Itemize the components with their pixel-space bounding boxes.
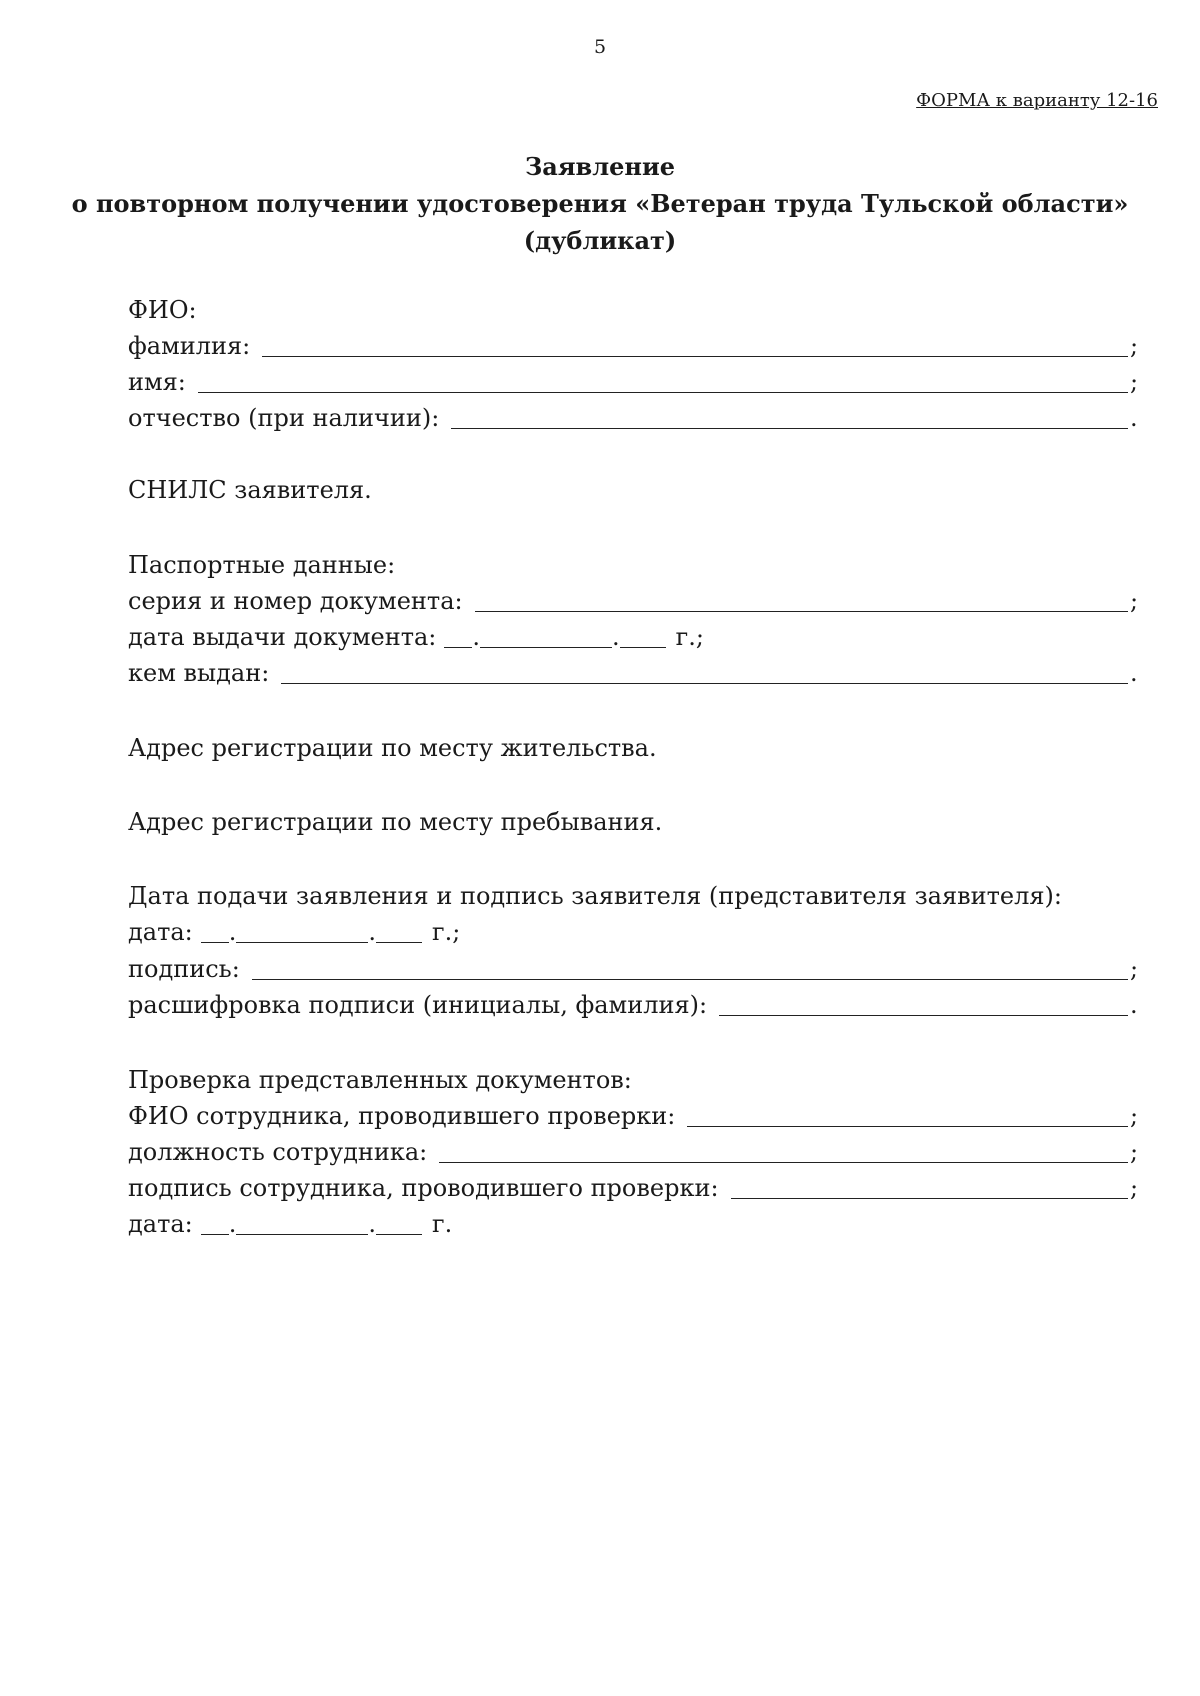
surname-field[interactable] [128, 332, 1144, 360]
document-title [0, 148, 1200, 259]
submission-date-dot-1: . [228, 918, 237, 946]
submission-date-dot-2: . [368, 918, 377, 946]
page-number: 5 [593, 36, 607, 58]
verification-date-dot-1: . [228, 1210, 237, 1238]
verification-heading: Проверка представленных документов: [128, 1066, 632, 1094]
signature-decoding-end: . [1130, 991, 1138, 1019]
passport-series-label: серия и номер документа: [128, 587, 463, 615]
signature-decoding-blank[interactable] [719, 994, 1128, 1016]
passport-month-blank[interactable] [480, 626, 612, 648]
verification-year-suffix: г. [432, 1210, 453, 1238]
passport-heading: Паспортные данные: [128, 551, 396, 579]
surname-end: ; [1130, 332, 1139, 360]
passport-date-dot-2: . [612, 623, 620, 651]
residence-address-label: Адрес регистрации по месту жительства. [128, 734, 657, 762]
employee-signature-blank[interactable] [731, 1177, 1128, 1199]
verification-date-dot-2: . [368, 1210, 377, 1238]
employee-position-label: должность сотрудника: [128, 1138, 428, 1166]
employee-name-label: ФИО сотрудника, проводившего проверки: [128, 1102, 676, 1130]
passport-day-blank[interactable] [444, 626, 472, 648]
passport-date-dot-1: . [472, 623, 481, 651]
surname-label: фамилия: [128, 332, 251, 360]
submission-year-blank[interactable] [376, 921, 422, 943]
submission-date-label: дата: [128, 918, 193, 946]
passport-series-blank[interactable] [475, 590, 1128, 612]
employee-signature-field[interactable] [128, 1174, 1144, 1202]
name-field[interactable] [128, 368, 1144, 396]
employee-signature-label: подпись сотрудника, проводившего проверки: [128, 1174, 719, 1202]
patronymic-field[interactable] [128, 404, 1144, 432]
passport-year-blank[interactable] [620, 626, 666, 648]
patronymic-label: отчество (при наличии): [128, 404, 440, 432]
form-reference: ФОРМА к варианту 12-16 [916, 90, 1158, 111]
submission-day-blank[interactable] [201, 921, 229, 943]
name-label: имя: [128, 368, 186, 396]
passport-issued-by-field[interactable] [128, 659, 1144, 687]
signature-blank[interactable] [252, 958, 1128, 980]
employee-signature-end: ; [1130, 1174, 1139, 1202]
passport-year-suffix: г.; [675, 623, 704, 651]
title-line-3: (дубликат) [523, 226, 677, 255]
employee-name-end: ; [1130, 1102, 1139, 1130]
submission-month-blank[interactable] [236, 921, 368, 943]
title-line-1: Заявление [524, 152, 676, 181]
submission-heading: Дата подачи заявления и подпись заявителя (представителя заявителя): [128, 882, 1062, 910]
submission-year-suffix: г.; [432, 918, 461, 946]
snils-label: СНИЛС заявителя. [128, 476, 372, 504]
verification-date-field[interactable] [128, 1210, 452, 1238]
passport-issue-date-field[interactable] [128, 623, 704, 651]
passport-issue-date-label: дата выдачи документа: [128, 623, 437, 651]
patronymic-end: . [1130, 404, 1138, 432]
signature-field[interactable] [128, 955, 1144, 983]
verification-day-blank[interactable] [201, 1213, 229, 1235]
passport-issued-by-blank[interactable] [281, 662, 1128, 684]
name-blank[interactable] [198, 371, 1128, 393]
verification-date-label: дата: [128, 1210, 193, 1238]
fio-heading: ФИО: [128, 296, 197, 324]
passport-series-field[interactable] [128, 587, 1144, 615]
employee-name-field[interactable] [128, 1102, 1144, 1130]
title-line-2: о повторном получении удостоверения «Ветеран труда Тульской области» [71, 189, 1129, 218]
verification-month-blank[interactable] [236, 1213, 368, 1235]
signature-end: ; [1130, 955, 1139, 983]
employee-position-blank[interactable] [439, 1141, 1128, 1163]
passport-issued-by-end: . [1130, 659, 1138, 687]
passport-issued-by-label: кем выдан: [128, 659, 270, 687]
signature-decoding-label: расшифровка подписи (инициалы, фамилия): [128, 991, 708, 1019]
employee-position-end: ; [1130, 1138, 1139, 1166]
stay-address-label: Адрес регистрации по месту пребывания. [128, 808, 663, 836]
employee-name-blank[interactable] [687, 1105, 1128, 1127]
patronymic-blank[interactable] [451, 407, 1128, 429]
verification-year-blank[interactable] [376, 1213, 422, 1235]
submission-date-field[interactable] [128, 918, 460, 946]
employee-position-field[interactable] [128, 1138, 1144, 1166]
signature-label: подпись: [128, 955, 240, 983]
name-end: ; [1130, 368, 1139, 396]
signature-decoding-field[interactable] [128, 991, 1144, 1019]
surname-blank[interactable] [262, 335, 1128, 357]
passport-series-end: ; [1130, 587, 1139, 615]
